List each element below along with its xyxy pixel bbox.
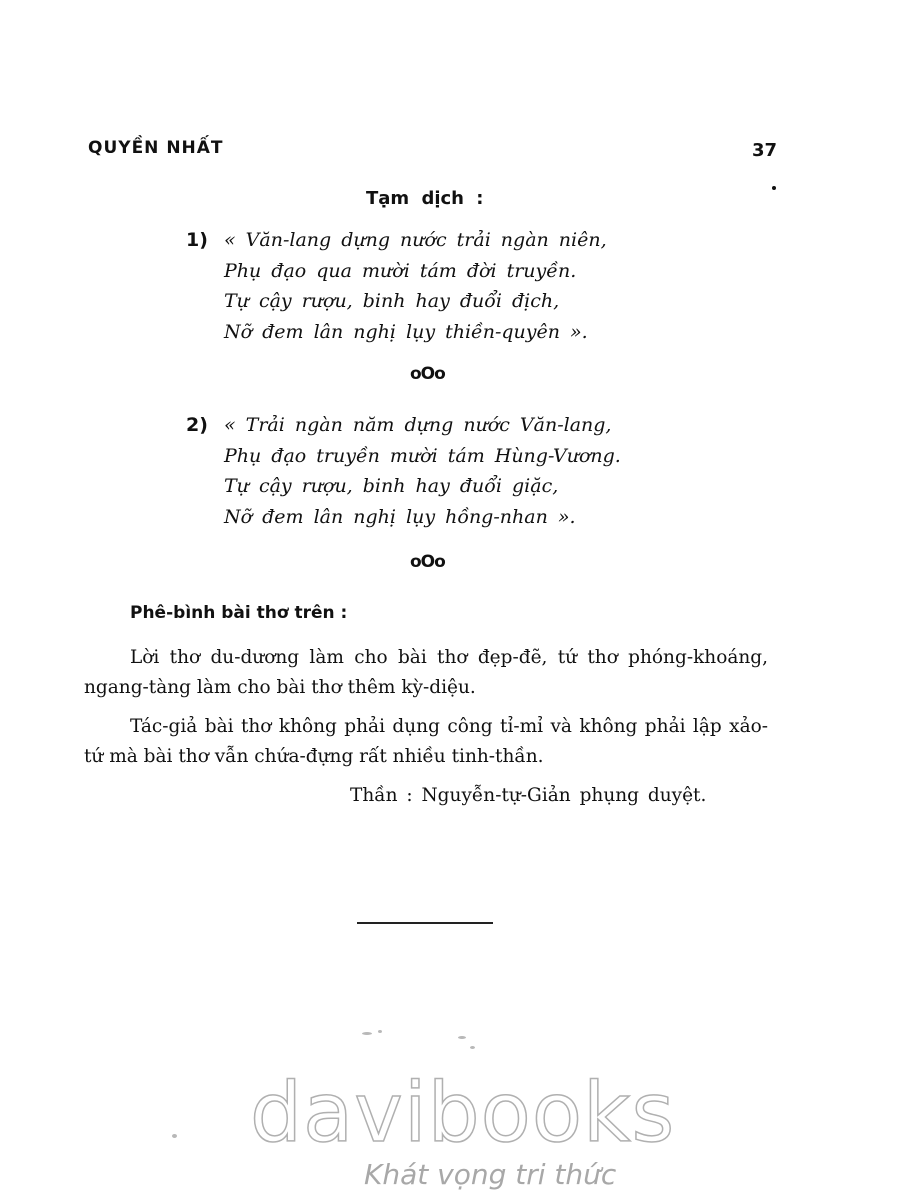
poem-1-line-1 (186, 225, 607, 256)
critique-paragraph-1: Lời thơ du-dương làm cho bài thơ đẹp-đẽ, tứ thơ phóng-khoáng, ngang-tàng làm cho bài thơ thêm kỳ-diệu. (84, 647, 768, 698)
page-number: 37 (752, 140, 778, 161)
poem-2-line-4: Nỡ đem lân nghị lụy hồng-nhan ». (224, 505, 576, 528)
print-dust (470, 1046, 475, 1049)
print-speck (772, 186, 776, 190)
poem-1-number: 1) (186, 229, 208, 251)
poem-1-line-3: Tự cậy rượu, binh hay đuổi địch, (224, 290, 560, 312)
poem-1 (186, 225, 607, 347)
running-title: QUYỀN NHẤT (88, 138, 224, 158)
watermark-tagline: Khát vọng tri thức (364, 1158, 617, 1191)
ornament-separator-1: oOo (410, 364, 445, 384)
translation-title: Tạm dịch : (366, 188, 484, 209)
poem-1-line-2: Phụ đạo qua mười tám đời truyền. (224, 259, 577, 282)
poem-1-line-1-text: « Văn-lang dựng nước trải ngàn niên, (224, 229, 607, 251)
poem-1-line-4: Nỡ đem lân nghị lụy thiền-quyên ». (224, 320, 588, 343)
ornament-separator-2: oOo (410, 552, 445, 572)
poem-2 (186, 410, 621, 532)
critique-paragraph-2: Tác-giả bài thơ không phải dụng công tỉ-mỉ và không phải lập xảo-tứ mà bài thơ vẫn chứa-đựng rất nhiều tinh-thần. (84, 716, 768, 767)
poem-2-line-3: Tự cậy rượu, binh hay đuổi giặc, (224, 475, 559, 497)
print-dust (458, 1036, 466, 1039)
poem-2-line-2: Phụ đạo truyền mười tám Hùng-Vương. (224, 444, 621, 467)
print-dust (378, 1030, 382, 1033)
critique-title: Phê-bình bài thơ trên : (130, 603, 348, 623)
end-rule-divider (357, 922, 493, 924)
watermark-brand: davibooks (250, 1066, 676, 1161)
signature-line: Thần : Nguyễn-tự-Giản phụng duyệt. (350, 785, 707, 806)
poem-2-number: 2) (186, 414, 208, 436)
print-dust (172, 1134, 177, 1138)
poem-2-line-1-text: « Trải ngàn năm dựng nước Văn-lang, (224, 414, 612, 436)
print-dust (362, 1032, 372, 1035)
poem-2-line-1 (186, 410, 621, 441)
